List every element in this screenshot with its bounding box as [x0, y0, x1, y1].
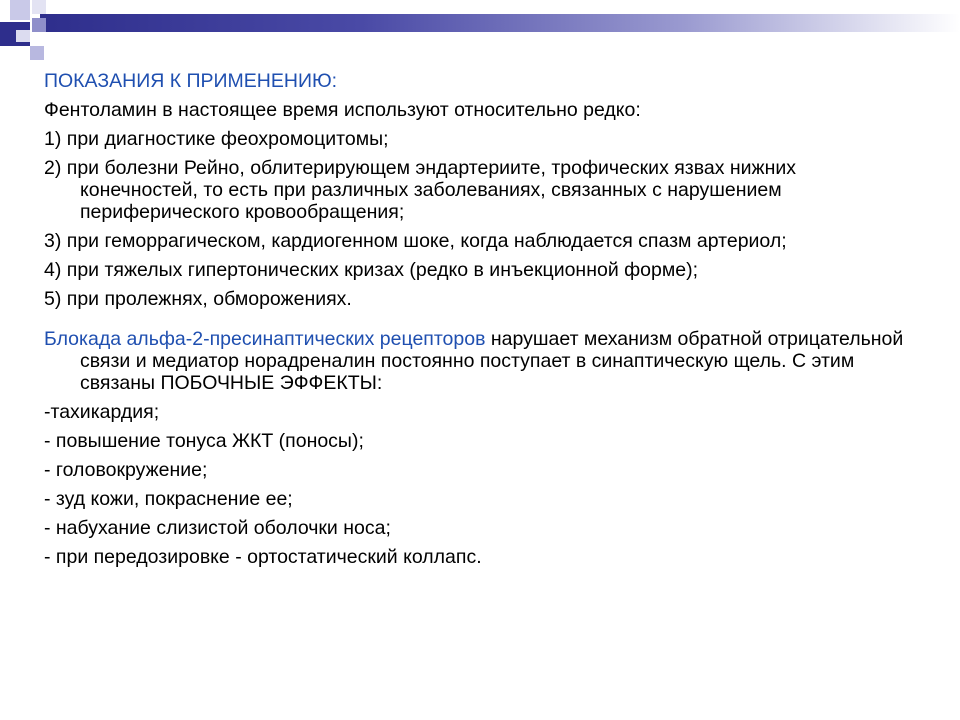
indication-item: 1) при диагностике феохромоцитомы;	[44, 128, 389, 150]
indication-item: 4) при тяжелых гипертонических кризах (редко в инъекционной форме);	[44, 259, 699, 281]
indication-item: 2) при болезни Рейно, облитерирующем эндартериите, трофических язвах нижних конечностей, то есть при различных заболеваниях, связанных с нарушением периферического кровообращения;	[44, 157, 797, 223]
deco-square	[16, 30, 30, 42]
side-effect-item: - набухание слизистой оболочки носа;	[44, 517, 391, 539]
side-effect-item: - головокружение;	[44, 459, 208, 481]
deco-square	[32, 0, 46, 14]
blockade-highlight: Блокада альфа-2-пресинаптических рецепторов	[44, 328, 486, 350]
slide-body	[44, 70, 914, 575]
header-decoration	[0, 0, 960, 60]
blockade-text: нарушает механизм обратной отрицательной связи и медиатор норадреналин постоянно поступает в синаптическую щель. С этим связаны ПОБОЧНЫЕ ЭФФЕКТЫ:	[80, 328, 904, 394]
section-heading: ПОКАЗАНИЯ К ПРИМЕНЕНИЮ:	[44, 70, 338, 92]
deco-square	[32, 18, 46, 32]
indications-list	[44, 128, 914, 310]
indication-item: 5) при пролежнях, обморожениях.	[44, 288, 352, 310]
side-effect-item: - при передозировке - ортостатический коллапс.	[44, 546, 482, 568]
gradient-bar	[40, 14, 960, 32]
side-effect-item: - зуд кожи, покраснение ее;	[44, 488, 293, 510]
deco-square	[30, 46, 44, 60]
side-effect-item: - повышение тонуса ЖКТ (поносы);	[44, 430, 364, 452]
side-effect-item: -тахикардия;	[44, 401, 160, 423]
blockade-paragraph	[44, 328, 914, 394]
intro-text: Фентоламин в настоящее время используют относительно редко:	[44, 99, 641, 121]
indication-item: 3) при геморрагическом, кардиогенном шоке, когда наблюдается спазм артериол;	[44, 230, 787, 252]
deco-square	[10, 0, 30, 20]
side-effects-list	[44, 401, 914, 568]
